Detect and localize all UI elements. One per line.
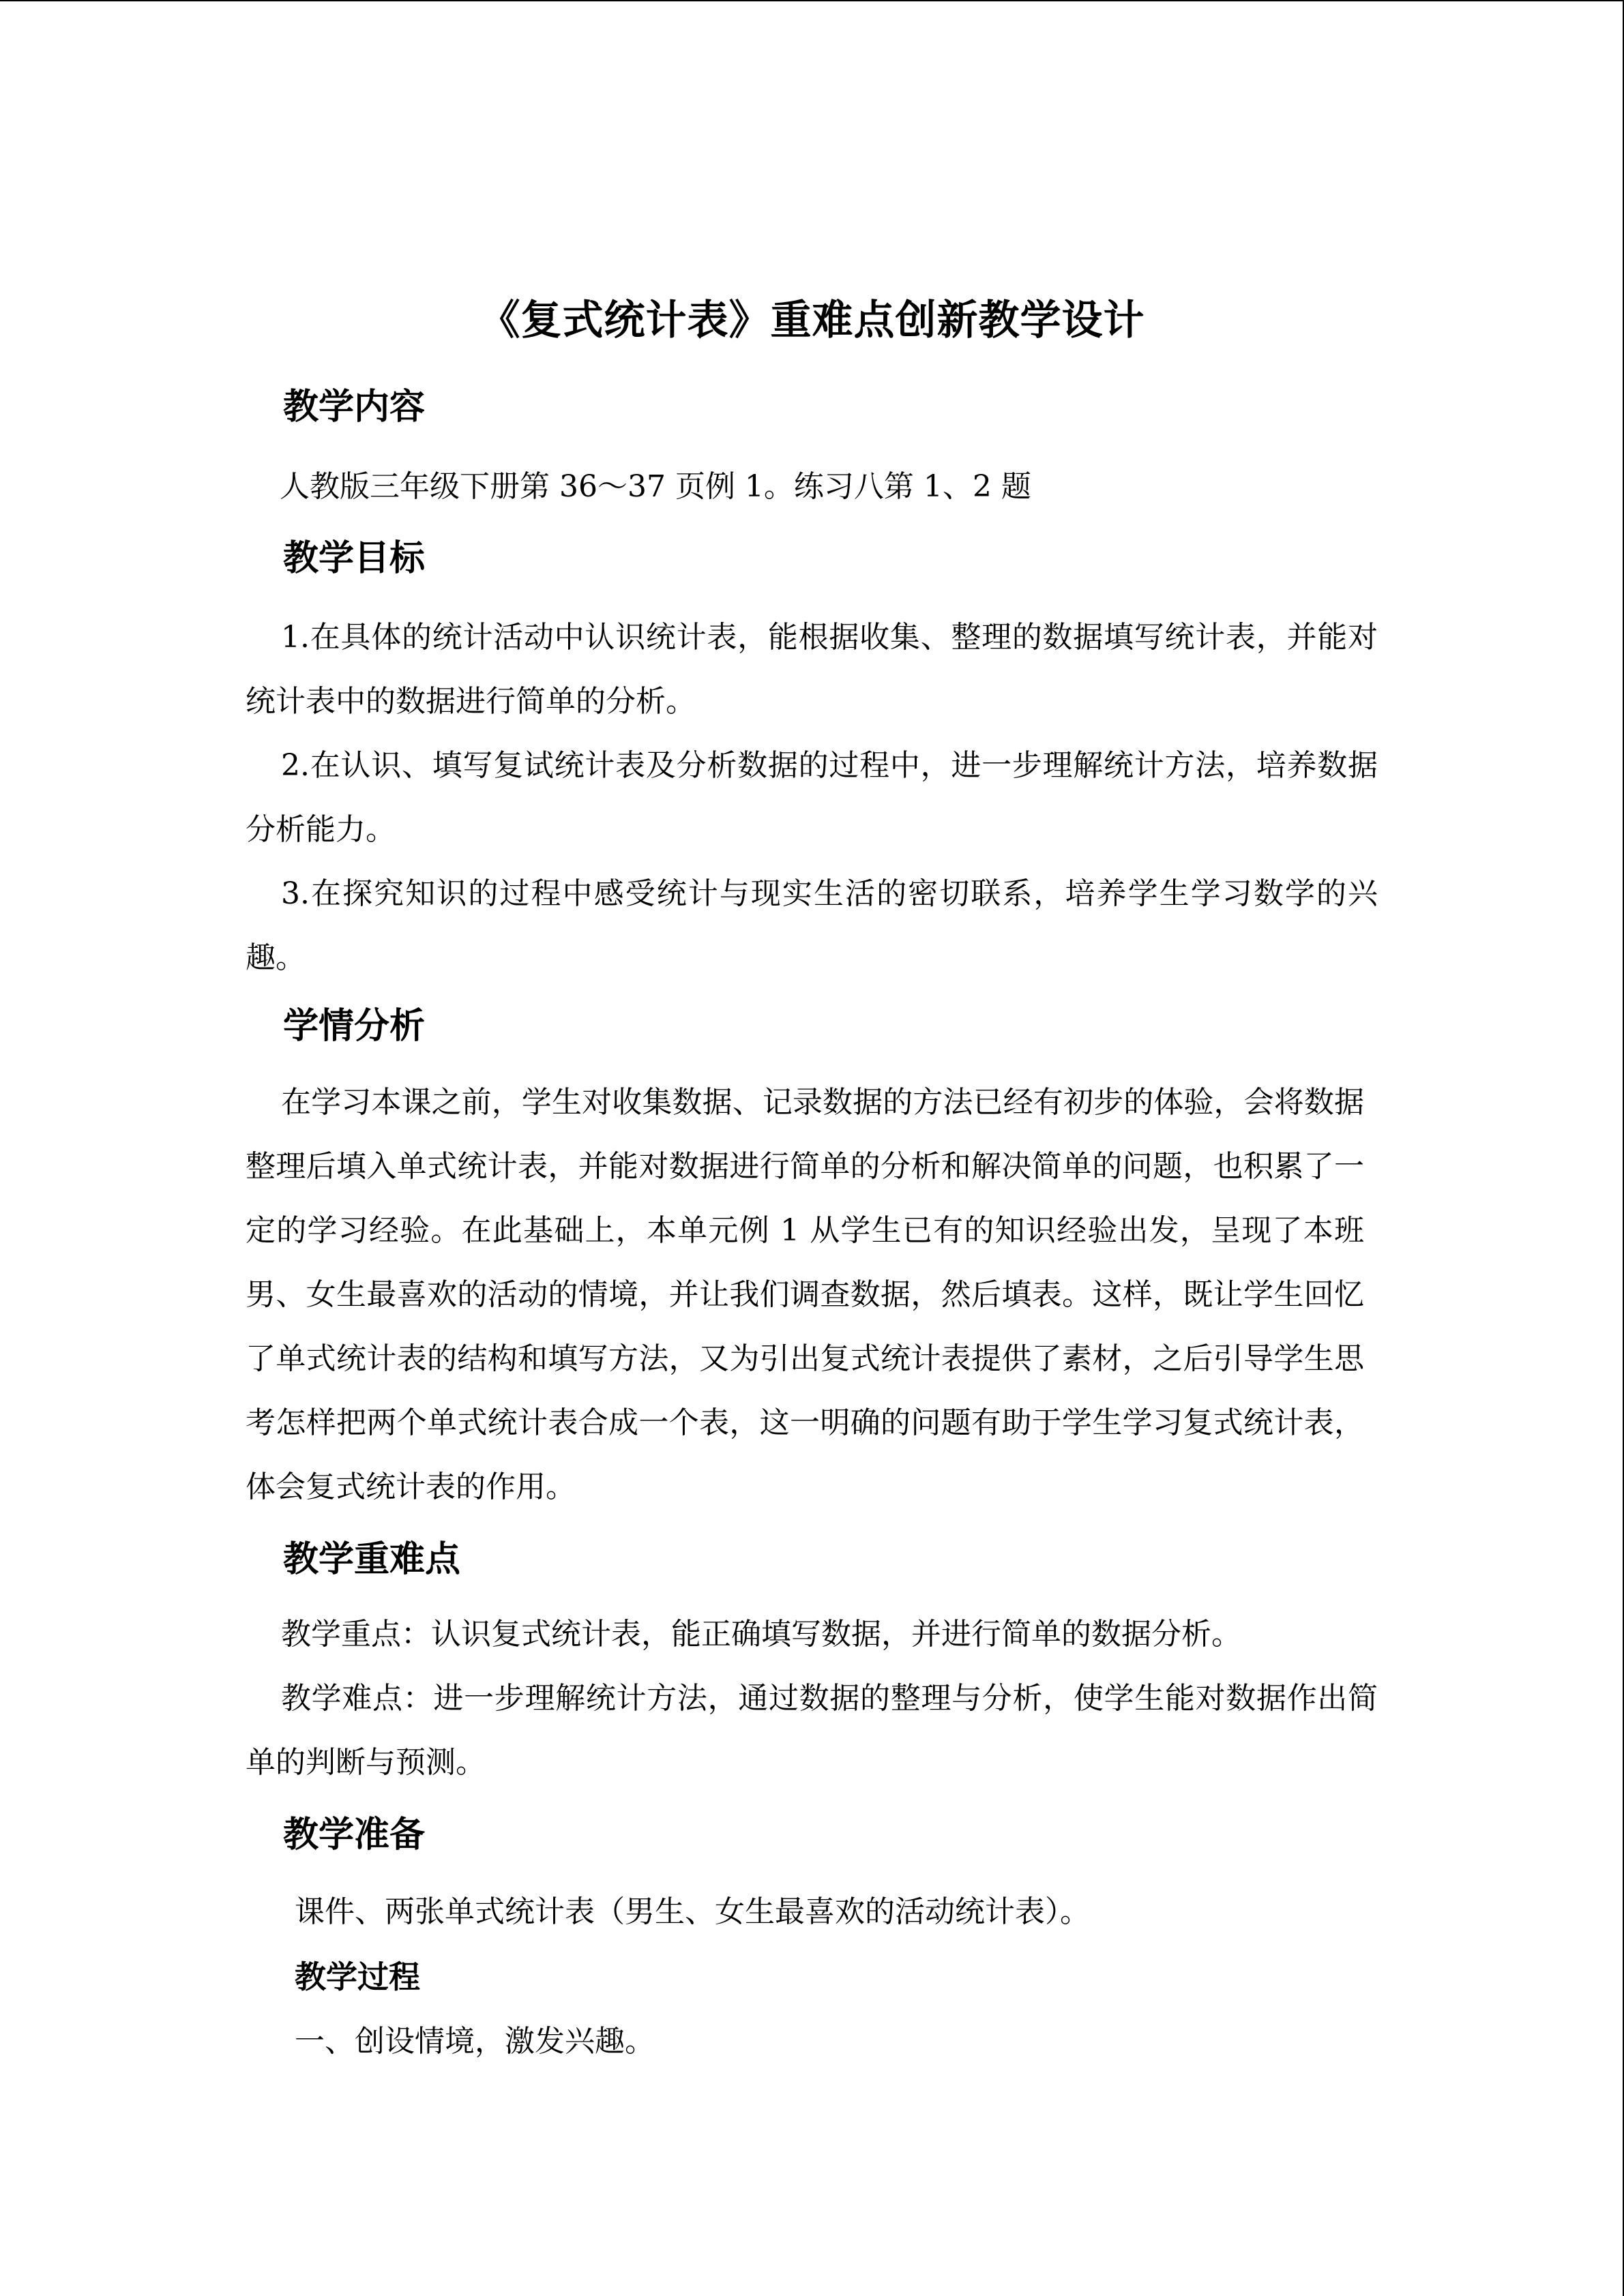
heading-content: 教学内容 — [283, 387, 426, 428]
content-text: 人教版三年级下册第 36～37 页例 1。练习八第 1、2 题 — [280, 469, 1031, 504]
heading-prep: 教学准备 — [283, 1815, 426, 1855]
heading-process: 教学过程 — [295, 1958, 420, 1995]
goal-item-2: 2.在认识、填写复试统计表及分析数据的过程中，进一步理解统计方法，培养数据分析能力。 — [246, 748, 1378, 847]
prep-text: 课件、两张单式统计表（男生、女生最喜欢的活动统计表）。 — [295, 1894, 1090, 1929]
process-step-1: 一、创设情境，激发兴趣。 — [295, 2024, 655, 2059]
goal-item-3: 3.在探究知识的过程中感受统计与现实生活的密切联系，培养学生学习数学的兴趣。 — [246, 876, 1378, 975]
difficult-point-text: 教学难点：进一步理解统计方法，通过数据的整理与分析，使学生能对数据作出简单的判断与预测。 — [246, 1681, 1378, 1780]
goal-item-1: 1.在具体的统计活动中认识统计表，能根据收集、整理的数据填写统计表，并能对统计表中的数据进行简单的分析。 — [246, 620, 1378, 719]
heading-key-points: 教学重难点 — [283, 1539, 461, 1580]
heading-goals: 教学目标 — [283, 538, 426, 579]
heading-analysis: 学情分析 — [283, 1006, 426, 1047]
analysis-text: 在学习本课之前，学生对收集数据、记录数据的方法已经有初步的体验，会将数据整理后填入单式统计表，并能对数据进行简单的分析和解决简单的问题，也积累了一定的学习经验。在此基础上，本单元例 1 从学生已有的知识经验出发，呈现了本班男、女生最喜欢的活动的情境，并让我们调查数据，然后填表。这样，既让学生回忆了单式统计表的结构和填写方法，又为引出复式统计表提供了素材，之后引导学生思考怎样把两个单式统计表合成一个表，这一明确的问题有助于学生学习复式统计表，体会复式统计表的作用。 — [246, 1085, 1364, 1504]
key-point-text: 教学重点：认识复式统计表，能正确填写数据，并进行简单的数据分析。 — [281, 1617, 1241, 1652]
document-title: 《复式统计表》重难点创新教学设计 — [479, 297, 1145, 344]
